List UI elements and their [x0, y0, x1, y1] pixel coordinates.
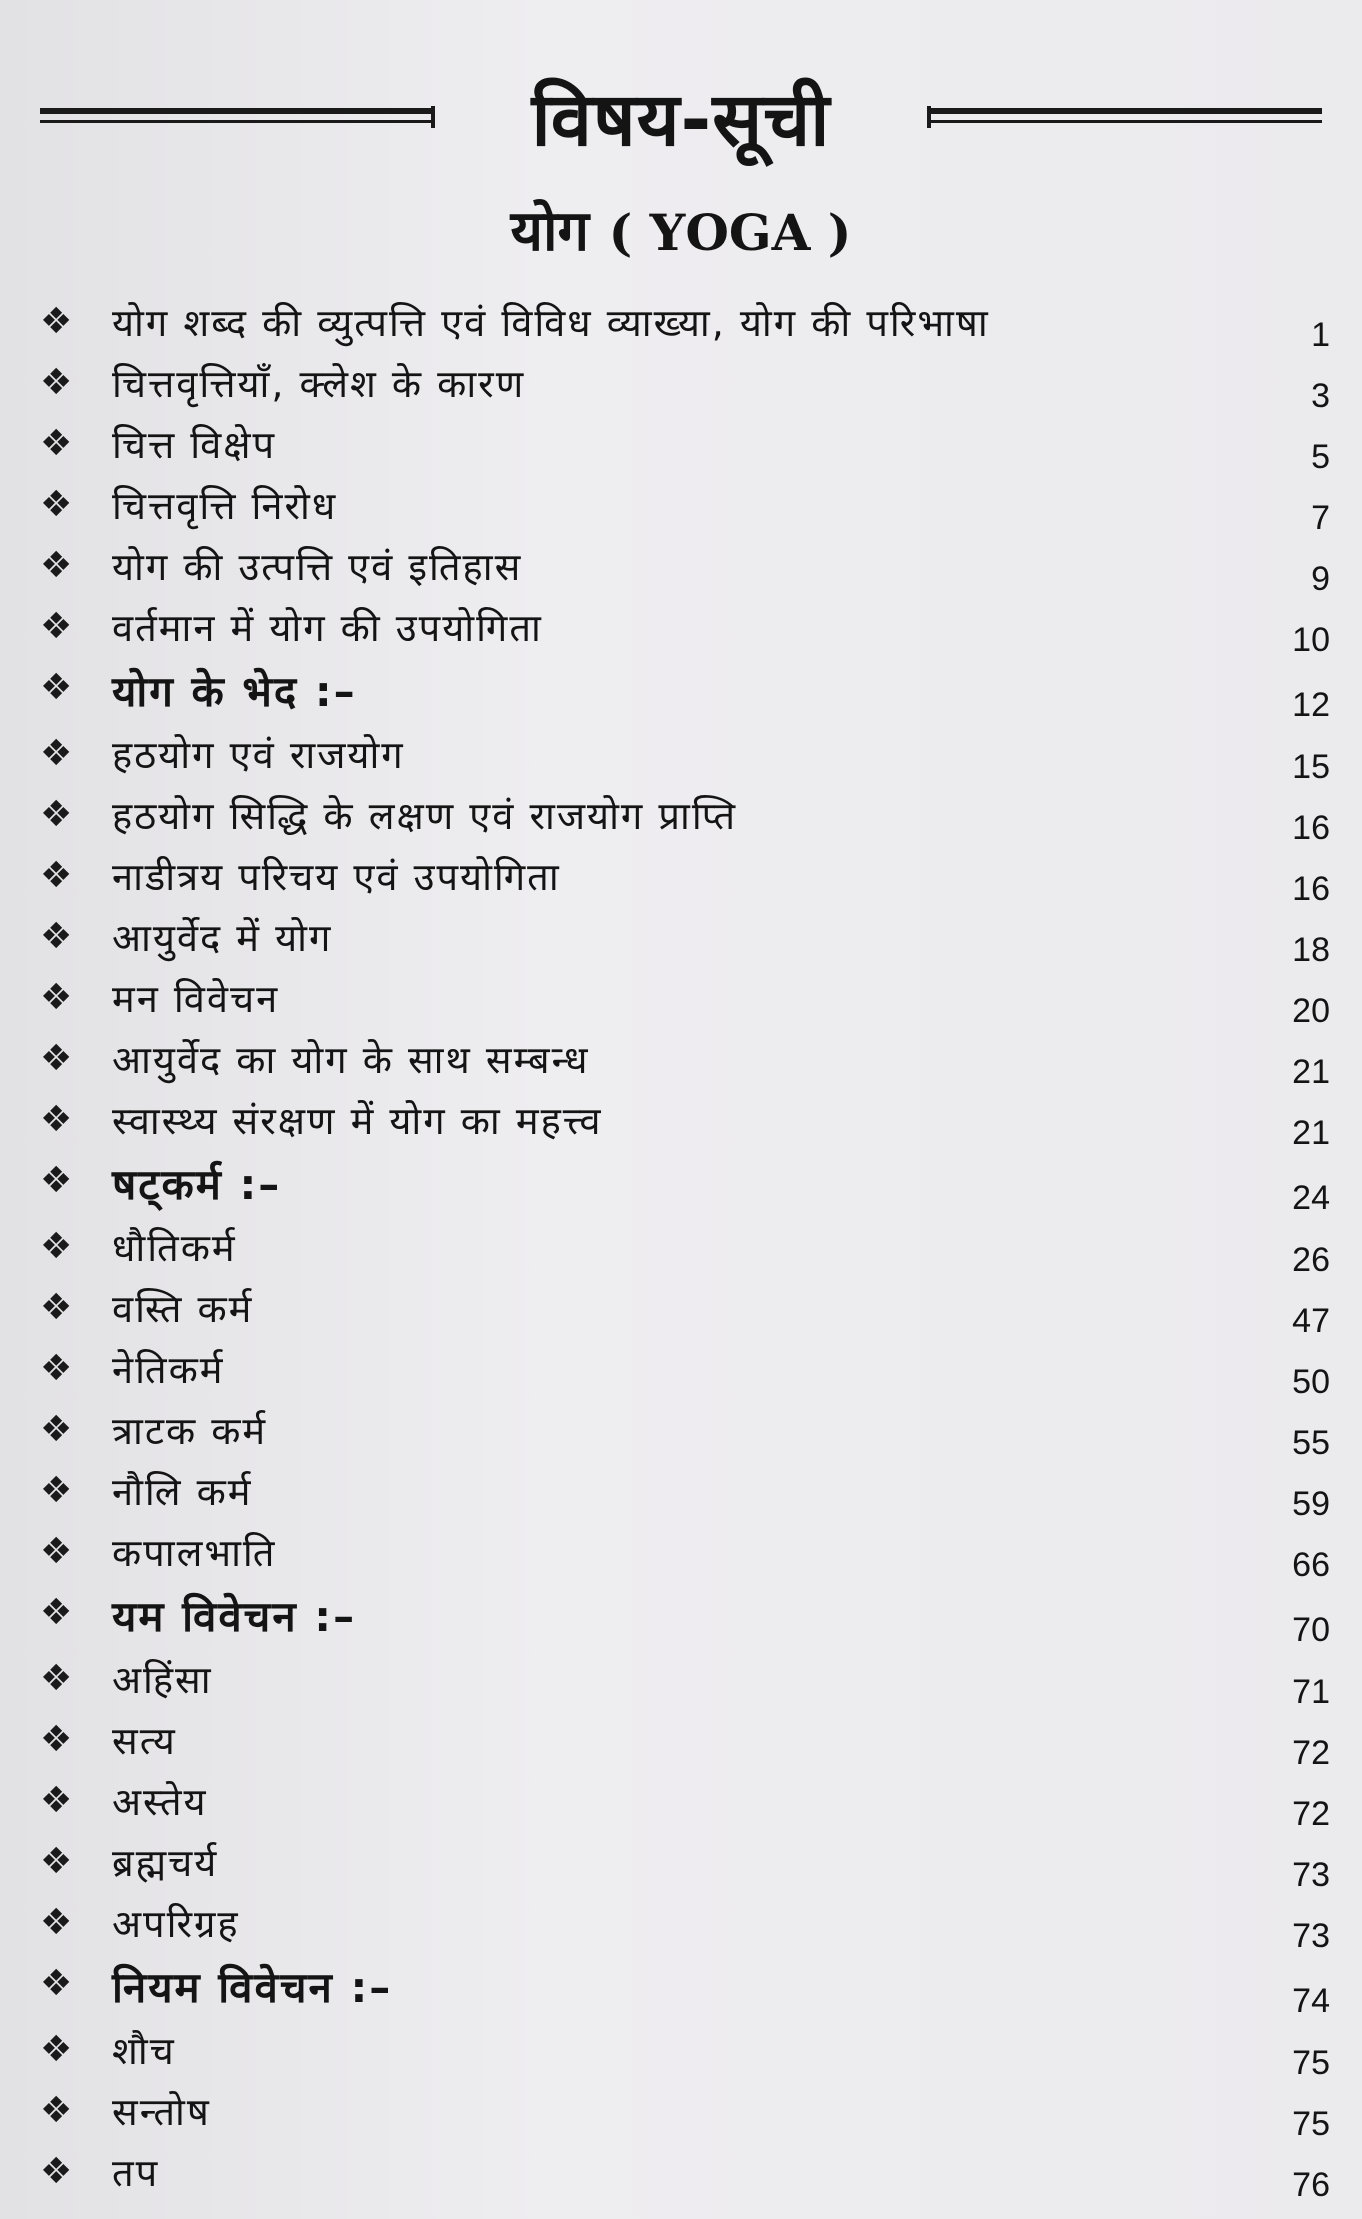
diamond-cluster-icon: ❖	[40, 362, 73, 403]
toc-page-number: 71	[1292, 1673, 1330, 1711]
toc-page-number: 15	[1292, 748, 1330, 786]
toc-page-number: 59	[1292, 1485, 1330, 1523]
toc-entry-title: हठयोग एवं राजयोग	[112, 733, 405, 777]
toc-entry-title: अपरिग्रह	[112, 1902, 240, 1946]
toc-entry	[40, 1342, 1330, 1403]
toc-entry	[40, 971, 1330, 1032]
diamond-cluster-icon: ❖	[40, 484, 73, 525]
diamond-cluster-icon: ❖	[40, 301, 73, 342]
toc-entry	[40, 478, 1330, 539]
diamond-cluster-icon: ❖	[40, 2029, 73, 2070]
subtitle-english: ( YOGA )	[608, 203, 852, 262]
toc-entry-title: मन विवेचन	[112, 977, 280, 1021]
diamond-cluster-icon: ❖	[40, 606, 73, 647]
toc-entry-title: तप	[112, 2151, 160, 2195]
table-of-contents	[40, 295, 1330, 2206]
page-subtitle	[0, 192, 1362, 273]
diamond-cluster-icon: ❖	[40, 1287, 73, 1328]
diamond-cluster-icon: ❖	[40, 1099, 73, 1140]
toc-entry	[40, 788, 1330, 849]
toc-entry	[40, 1774, 1330, 1835]
toc-page-number: 55	[1292, 1424, 1330, 1462]
diamond-cluster-icon: ❖	[40, 1592, 73, 1633]
toc-entry-title: स्वास्थ्य संरक्षण में योग का महत्त्व	[112, 1099, 603, 1143]
toc-page-number: 16	[1292, 870, 1330, 908]
toc-entry-title: योग शब्द की व्युत्पत्ति एवं विविध व्याख्या, योग की परिभाषा	[112, 301, 990, 345]
toc-page-number: 24	[1292, 1179, 1330, 1217]
toc-entry	[40, 356, 1330, 417]
toc-page-number: 74	[1292, 1982, 1330, 2020]
toc-page-number: 70	[1292, 1611, 1330, 1649]
page-header	[40, 70, 1322, 180]
toc-page-number: 66	[1292, 1546, 1330, 1584]
page-title: विषय-सूची	[531, 77, 831, 163]
toc-entry-title: षट्कर्म :–	[112, 1160, 282, 1209]
diamond-cluster-icon: ❖	[40, 1226, 73, 1267]
diamond-cluster-icon: ❖	[40, 667, 73, 708]
toc-entry	[40, 539, 1330, 600]
toc-page-number: 72	[1292, 1795, 1330, 1833]
diamond-cluster-icon: ❖	[40, 2151, 73, 2192]
toc-page-number: 9	[1311, 560, 1330, 598]
toc-entry	[40, 1032, 1330, 1093]
toc-page-number: 3	[1311, 377, 1330, 415]
diamond-cluster-icon: ❖	[40, 1531, 73, 1572]
toc-entry	[40, 295, 1330, 356]
toc-section-heading	[40, 1154, 1330, 1220]
diamond-cluster-icon: ❖	[40, 1160, 73, 1201]
toc-entry-title: नियम विवेचन :–	[112, 1963, 393, 2012]
toc-entry-title: चित्तवृत्ति निरोध	[112, 484, 338, 528]
decorative-rule-right	[927, 108, 1322, 134]
toc-section-heading	[40, 661, 1330, 727]
diamond-cluster-icon: ❖	[40, 2090, 73, 2131]
toc-page-number: 12	[1292, 686, 1330, 724]
toc-entry-title: नौलि कर्म	[112, 1470, 253, 1514]
diamond-cluster-icon: ❖	[40, 916, 73, 957]
toc-entry-title: चित्त विक्षेप	[112, 423, 277, 467]
toc-entry	[40, 727, 1330, 788]
toc-page-number: 20	[1292, 992, 1330, 1030]
toc-page-number: 21	[1292, 1114, 1330, 1152]
toc-entry-title: ब्रह्मचर्य	[112, 1841, 219, 1885]
toc-entry	[40, 1896, 1330, 1957]
diamond-cluster-icon: ❖	[40, 1780, 73, 1821]
toc-entry-title: अस्तेय	[112, 1780, 208, 1824]
toc-entry-title: धौतिकर्म	[112, 1226, 237, 1270]
diamond-cluster-icon: ❖	[40, 1719, 73, 1760]
diamond-cluster-icon: ❖	[40, 977, 73, 1018]
toc-entry	[40, 910, 1330, 971]
diamond-cluster-icon: ❖	[40, 1841, 73, 1882]
toc-entry-title: सन्तोष	[112, 2090, 211, 2134]
toc-page-number: 47	[1292, 1302, 1330, 1340]
toc-page-number: 75	[1292, 2105, 1330, 2143]
toc-page-number: 50	[1292, 1363, 1330, 1401]
toc-entry	[40, 417, 1330, 478]
toc-entry-title: यम विवेचन :–	[112, 1592, 357, 1641]
toc-entry	[40, 2023, 1330, 2084]
toc-entry-title: योग के भेद :–	[112, 667, 357, 716]
diamond-cluster-icon: ❖	[40, 733, 73, 774]
toc-page-number: 10	[1292, 621, 1330, 659]
toc-page-number: 73	[1292, 1917, 1330, 1955]
toc-entry	[40, 1652, 1330, 1713]
toc-entry	[40, 1464, 1330, 1525]
toc-section-heading	[40, 1586, 1330, 1652]
toc-entry-title: आयुर्वेद में योग	[112, 916, 333, 960]
toc-entry-title: योग की उत्पत्ति एवं इतिहास	[112, 545, 523, 589]
toc-entry-title: त्राटक कर्म	[112, 1409, 268, 1453]
diamond-cluster-icon: ❖	[40, 1348, 73, 1389]
diamond-cluster-icon: ❖	[40, 1963, 73, 2004]
toc-entry-title: आयुर्वेद का योग के साथ सम्बन्ध	[112, 1038, 590, 1082]
diamond-cluster-icon: ❖	[40, 423, 73, 464]
toc-entry-title: शौच	[112, 2029, 176, 2073]
toc-page-number: 16	[1292, 809, 1330, 847]
toc-entry	[40, 849, 1330, 910]
decorative-rule-left	[40, 108, 435, 134]
toc-entry-title: वर्तमान में योग की उपयोगिता	[112, 606, 543, 650]
toc-entry	[40, 2084, 1330, 2145]
toc-entry-title: हठयोग सिद्धि के लक्षण एवं राजयोग प्राप्ति	[112, 794, 738, 838]
toc-page-number: 73	[1292, 1856, 1330, 1894]
diamond-cluster-icon: ❖	[40, 1902, 73, 1943]
toc-page-number: 21	[1292, 1053, 1330, 1091]
toc-page-number: 75	[1292, 2044, 1330, 2082]
toc-entry-title: कपालभाति	[112, 1531, 277, 1575]
toc-page-number: 72	[1292, 1734, 1330, 1772]
toc-entry	[40, 1525, 1330, 1586]
toc-entry	[40, 1713, 1330, 1774]
toc-entry-title: अहिंसा	[112, 1658, 213, 1702]
diamond-cluster-icon: ❖	[40, 545, 73, 586]
diamond-cluster-icon: ❖	[40, 1038, 73, 1079]
toc-entry	[40, 1281, 1330, 1342]
toc-entry	[40, 1403, 1330, 1464]
toc-page-number: 7	[1311, 499, 1330, 537]
toc-page-number: 26	[1292, 1241, 1330, 1279]
toc-page-number: 5	[1311, 438, 1330, 476]
toc-entry-title: वस्ति कर्म	[112, 1287, 254, 1331]
diamond-cluster-icon: ❖	[40, 855, 73, 896]
toc-entry-title: नेतिकर्म	[112, 1348, 225, 1392]
toc-entry	[40, 1835, 1330, 1896]
toc-page-number: 1	[1311, 316, 1330, 354]
toc-section-heading	[40, 1957, 1330, 2023]
diamond-cluster-icon: ❖	[40, 794, 73, 835]
toc-entry	[40, 1220, 1330, 1281]
diamond-cluster-icon: ❖	[40, 1409, 73, 1450]
subtitle-hindi: योग	[510, 199, 590, 264]
toc-entry-title: सत्य	[112, 1719, 177, 1763]
toc-entry-title: नाडीत्रय परिचय एवं उपयोगिता	[112, 855, 561, 899]
diamond-cluster-icon: ❖	[40, 1658, 73, 1699]
toc-entry	[40, 2145, 1330, 2206]
diamond-cluster-icon: ❖	[40, 1470, 73, 1511]
toc-entry	[40, 1093, 1330, 1154]
toc-entry	[40, 600, 1330, 661]
toc-entry-title: चित्तवृत्तियाँ, क्लेश के कारण	[112, 362, 526, 406]
toc-page-number: 18	[1292, 931, 1330, 969]
toc-page-number: 76	[1292, 2166, 1330, 2204]
